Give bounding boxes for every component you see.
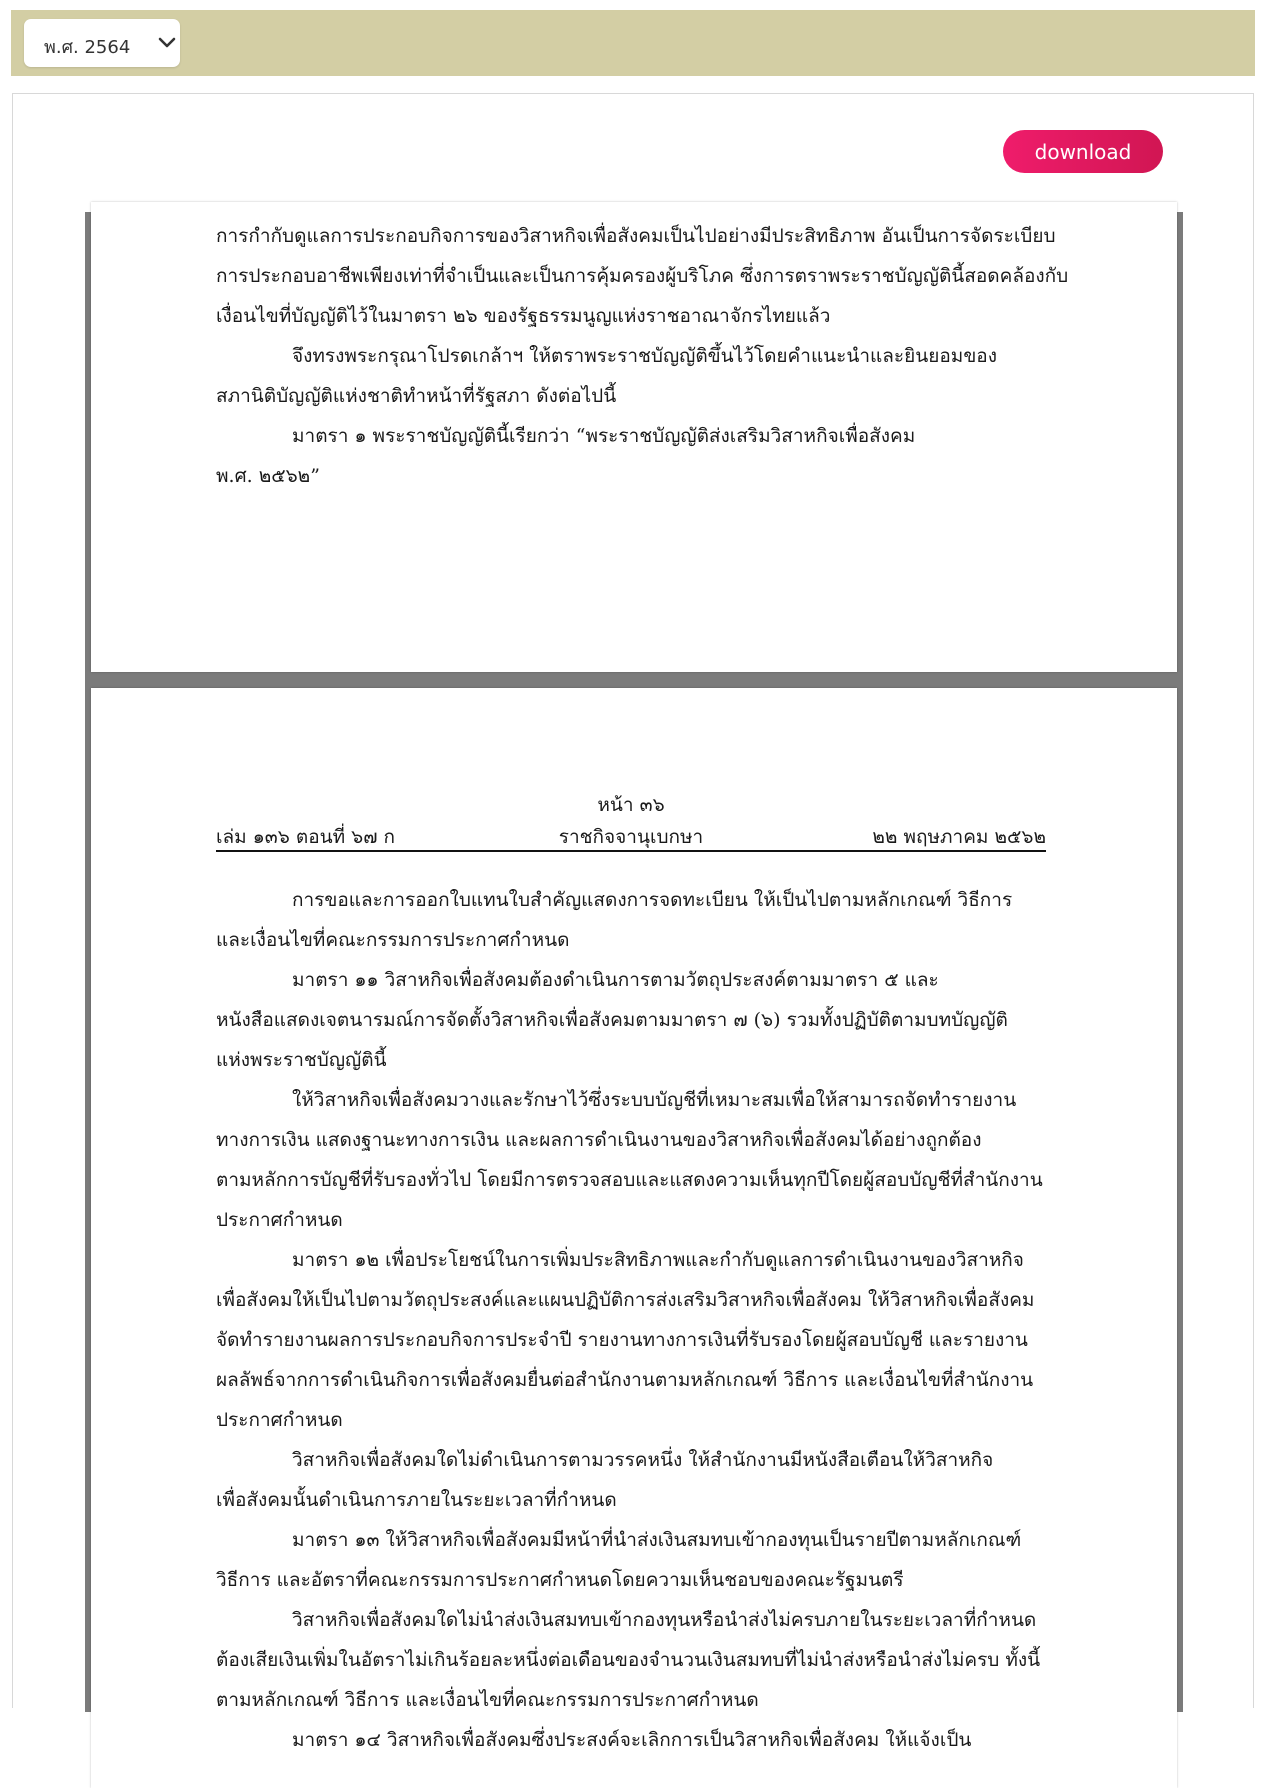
text-line: การกำกับดูแลการประกอบกิจการของวิสาหกิจเพื่อสังคมเป็นไปอย่างมีประสิทธิภาพ อันเป็นการจัดระเบียบ xyxy=(216,225,1056,247)
text-line: มาตรา ๑๓ ให้วิสาหกิจเพื่อสังคมมีหน้าที่นำส่งเงินสมทบเข้ากองทุนเป็นรายปีตามหลักเกณฑ์ xyxy=(292,1529,1022,1551)
text-line: เพื่อสังคมให้เป็นไปตามวัตถุประสงค์และแผนปฏิบัติการส่งเสริมวิสาหกิจเพื่อสังคม ให้วิสาหกิจเพื่อสังคม xyxy=(216,1289,1035,1311)
pdf-viewer[interactable] xyxy=(85,212,1183,1751)
text-line: มาตรา ๑ พระราชบัญญัตินี้เรียกว่า “พระราชบัญญัติส่งเสริมวิสาหกิจเพื่อสังคม xyxy=(292,425,916,447)
download-button[interactable]: download xyxy=(1003,130,1163,173)
text-line: แห่งพระราชบัญญัตินี้ xyxy=(216,1049,387,1071)
year-select[interactable] xyxy=(24,19,180,67)
text-line: สภานิติบัญญัติแห่งชาติทำหน้าที่รัฐสภา ดังต่อไปนี้ xyxy=(216,385,617,407)
chevron-down-icon xyxy=(158,36,176,50)
text-line: ตามหลักการบัญชีที่รับรองทั่วไป โดยมีการตรวจสอบและแสดงความเห็นทุกปีโดยผู้สอบบัญชีที่สำนักงาน xyxy=(216,1169,1043,1191)
text-line: การขอและการออกใบแทนใบสำคัญแสดงการจดทะเบียน ให้เป็นไปตามหลักเกณฑ์ วิธีการ xyxy=(292,889,1013,911)
text-line: ให้วิสาหกิจเพื่อสังคมวางและรักษาไว้ซึ่งระบบบัญชีที่เหมาะสมเพื่อให้สามารถจัดทำรายงาน xyxy=(292,1089,1017,1111)
text-line: เงื่อนไขที่บัญญัติไว้ในมาตรา ๒๖ ของรัฐธรรมนูญแห่งราชอาณาจักรไทยแล้ว xyxy=(216,305,831,327)
text-line: ประกาศกำหนด xyxy=(216,1409,343,1431)
gazette-date: ๒๒ พฤษภาคม ๒๕๖๒ xyxy=(872,826,1046,848)
volume-info: เล่ม ๑๓๖ ตอนที่ ๖๗ ก xyxy=(216,826,396,848)
page-text xyxy=(216,880,1046,1760)
text-line: มาตรา ๑๒ เพื่อประโยชน์ในการเพิ่มประสิทธิภาพและกำกับดูแลการดำเนินงานของวิสาหกิจ xyxy=(292,1249,1024,1271)
text-line: ตามหลักเกณฑ์ วิธีการ และเงื่อนไขที่คณะกรรมการประกาศกำหนด xyxy=(216,1689,759,1711)
page-number: หน้า ๓๖ xyxy=(597,794,665,816)
text-line: ต้องเสียเงินเพิ่มในอัตราไม่เกินร้อยละหนึ่งต่อเดือนของจำนวนเงินสมทบที่ไม่นำส่งหรือนำส่งไม่ครบ ทั้งนี้ xyxy=(216,1649,1041,1671)
text-line: ประกาศกำหนด xyxy=(216,1209,343,1231)
text-line: วิสาหกิจเพื่อสังคมใดไม่นำส่งเงินสมทบเข้ากองทุนหรือนำส่งไม่ครบภายในระยะเวลาที่กำหนด xyxy=(292,1609,1037,1631)
year-select-value: พ.ศ. 2564 xyxy=(44,37,131,58)
gazette-header xyxy=(216,784,1046,852)
text-line: วิสาหกิจเพื่อสังคมใดไม่ดำเนินการตามวรรคหนึ่ง ให้สำนักงานมีหนังสือเตือนให้วิสาหกิจ xyxy=(292,1449,994,1471)
text-line: มาตรา ๑๔ วิสาหกิจเพื่อสังคมซึ่งประสงค์จะเลิกการเป็นวิสาหกิจเพื่อสังคม ให้แจ้งเป็น xyxy=(292,1729,972,1751)
text-line: มาตรา ๑๑ วิสาหกิจเพื่อสังคมต้องดำเนินการตามวัตถุประสงค์ตามมาตรา ๕ และ xyxy=(292,969,939,991)
text-line: เพื่อสังคมนั้นดำเนินการภายในระยะเวลาที่กำหนด xyxy=(216,1489,617,1511)
filter-bar xyxy=(11,10,1255,76)
text-line: พ.ศ. ๒๕๖๒” xyxy=(216,465,320,487)
pdf-page xyxy=(91,202,1177,672)
page-text xyxy=(216,216,1069,496)
gazette-title: ราชกิจจานุเบกษา xyxy=(558,826,704,848)
text-line: จึงทรงพระกรุณาโปรดเกล้าฯ ให้ตราพระราชบัญญัติขึ้นไว้โดยคำแนะนำและยินยอมของ xyxy=(292,345,997,367)
text-line: วิธีการ และอัตราที่คณะกรรมการประกาศกำหนดโดยความเห็นชอบของคณะรัฐมนตรี xyxy=(216,1569,904,1591)
text-line: ผลลัพธ์จากการดำเนินกิจการเพื่อสังคมยื่นต่อสำนักงานตามหลักเกณฑ์ วิธีการ และเงื่อนไขที่สำนักงาน xyxy=(216,1369,1034,1391)
text-line: การประกอบอาชีพเพียงเท่าที่จำเป็นและเป็นการคุ้มครองผู้บริโภค ซึ่งการตราพระราชบัญญัตินี้สอดคล้องกับ xyxy=(216,265,1069,287)
text-line: หนังสือแสดงเจตนารมณ์การจัดตั้งวิสาหกิจเพื่อสังคมตามมาตรา ๗ (๖) รวมทั้งปฏิบัติตามบทบัญญัติ xyxy=(216,1009,1008,1031)
text-line: และเงื่อนไขที่คณะกรรมการประกาศกำหนด xyxy=(216,929,570,951)
text-line: จัดทำรายงานผลการประกอบกิจการประจำปี รายงานทางการเงินที่รับรองโดยผู้สอบบัญชี และรายงาน xyxy=(216,1329,1028,1351)
document-panel xyxy=(12,93,1254,1751)
text-line: ทางการเงิน แสดงฐานะทางการเงิน และผลการดำเนินงานของวิสาหกิจเพื่อสังคมได้อย่างถูกต้อง xyxy=(216,1129,982,1151)
pdf-page xyxy=(91,688,1177,1788)
